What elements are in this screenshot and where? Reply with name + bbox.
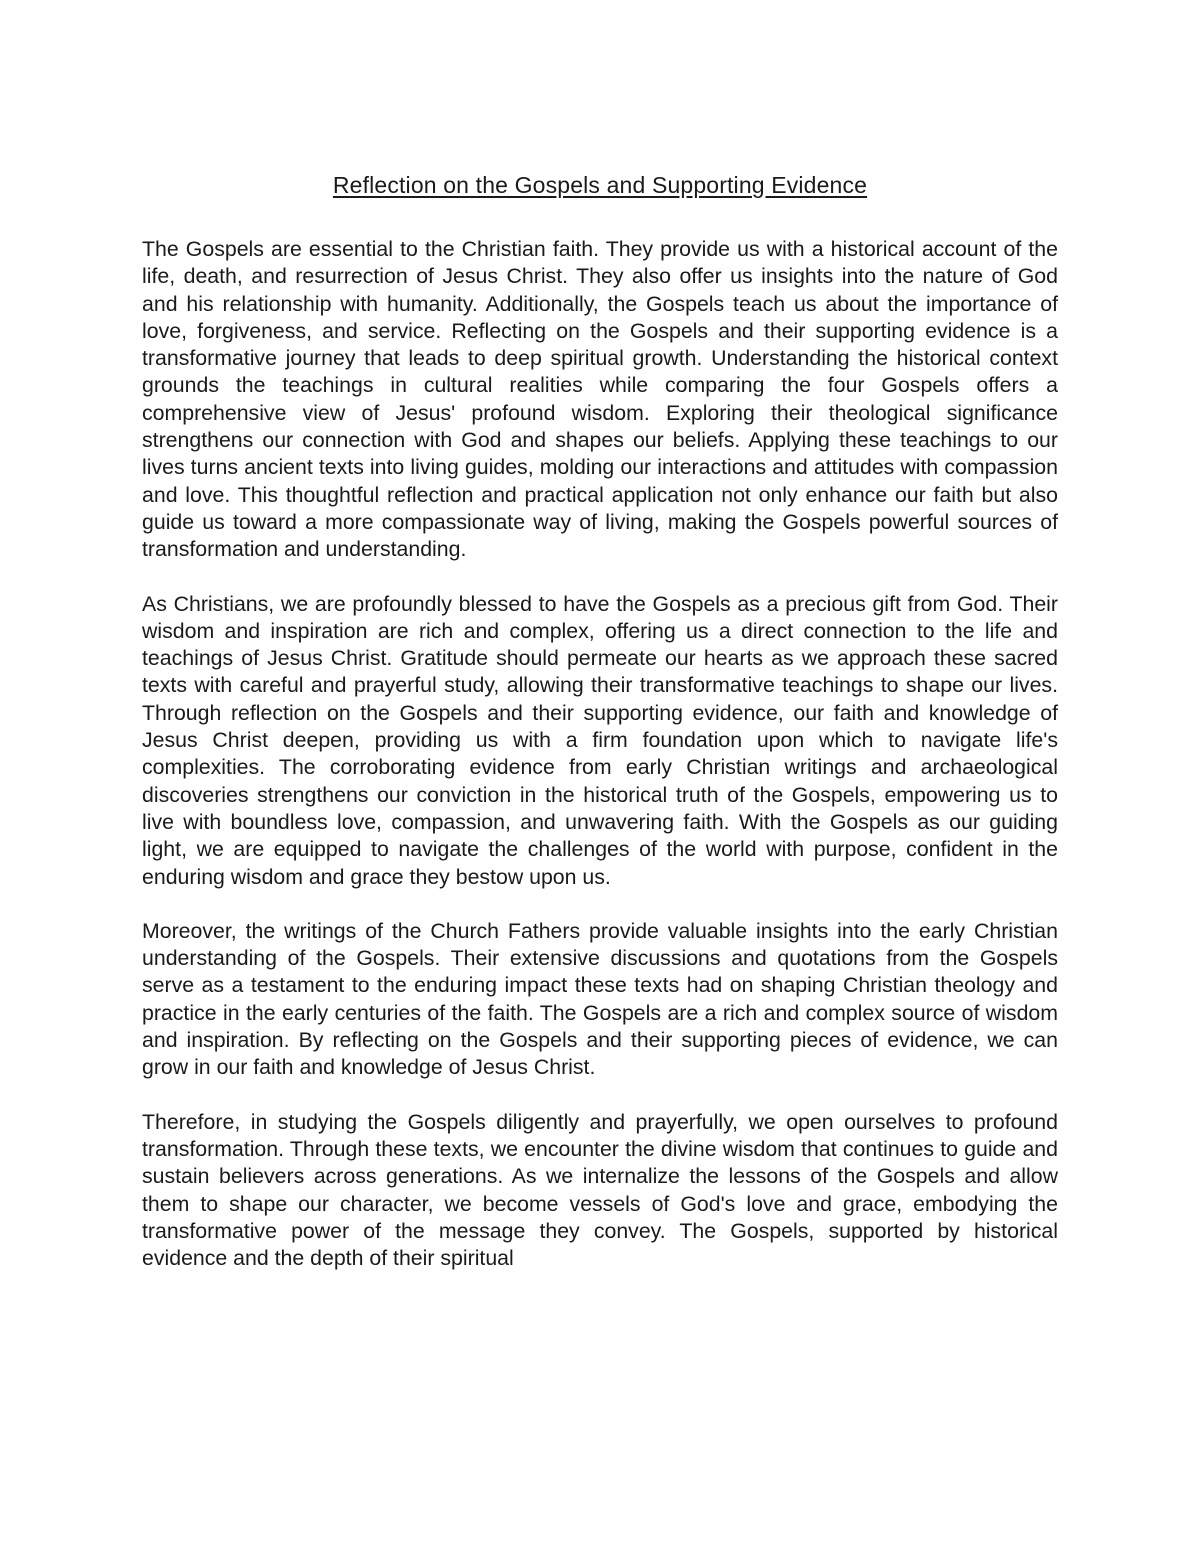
document-body [142, 236, 1058, 1272]
paragraph-1: The Gospels are essential to the Christian faith. They provide us with a historical account of the life, death, and resurrection of Jesus Christ. They also offer us insights into the nature of God and his relationship with humanity. Additionally, the Gospels teach us about the importance of love, forgiveness, and service. Reflecting on the Gospels and their supporting evidence is a transformative journey that leads to deep spiritual growth. Understanding the historical context grounds the teachings in cultural realities while comparing the four Gospels offers a comprehensive view of Jesus' profound wisdom. Exploring their theological significance strengthens our connection with God and shapes our beliefs. Applying these teachings to our lives turns ancient texts into living guides, molding our interactions and attitudes with compassion and love. This thoughtful reflection and practical application not only enhance our faith but also guide us toward a more compassionate way of living, making the Gospels powerful sources of transformation and understanding. [142, 237, 1058, 562]
paragraph-3: Moreover, the writings of the Church Fathers provide valuable insights into the early Christian understanding of the Gospels. Their extensive discussions and quotations from the Gospels serve as a testament to the enduring impact these texts had on shaping Christian theology and practice in the early centuries of the faith. The Gospels are a rich and complex source of wisdom and inspiration. By reflecting on the Gospels and their supporting pieces of evidence, we can grow in our faith and knowledge of Jesus Christ. [142, 918, 1058, 1080]
paragraph-2: As Christians, we are profoundly blessed to have the Gospels as a precious gift from God. Their wisdom and inspiration are rich and complex, offering us a direct connection to the life and teachings of Jesus Christ. Gratitude should permeate our hearts as we approach these sacred texts with careful and prayerful study, allowing their transformative teachings to shape our lives. Through reflection on the Gospels and their supporting evidence, our faith and knowledge of Jesus Christ deepen, providing us with a firm foundation upon which to navigate life's complexities. The corroborating evidence from early Christian writings and archaeological discoveries strengthens our conviction in the historical truth of the Gospels, empowering us to live with boundless love, compassion, and unwavering faith. With the Gospels as our guiding light, we are equipped to navigate the challenges of the world with purpose, confident in the enduring wisdom and grace they bestow upon us. [142, 591, 1058, 889]
paragraph-4: Therefore, in studying the Gospels diligently and prayerfully, we open ourselves to profound transformation. Through these texts, we encounter the divine wisdom that continues to guide and sustain believers across generations. As we internalize the lessons of the Gospels and allow them to shape our character, we become vessels of God's love and grace, embodying the transformative power of the message they convey. The Gospels, supported by historical evidence and the depth of their spiritual [142, 1109, 1058, 1271]
document-title: Reflection on the Gospels and Supporting Evidence [332, 172, 868, 198]
